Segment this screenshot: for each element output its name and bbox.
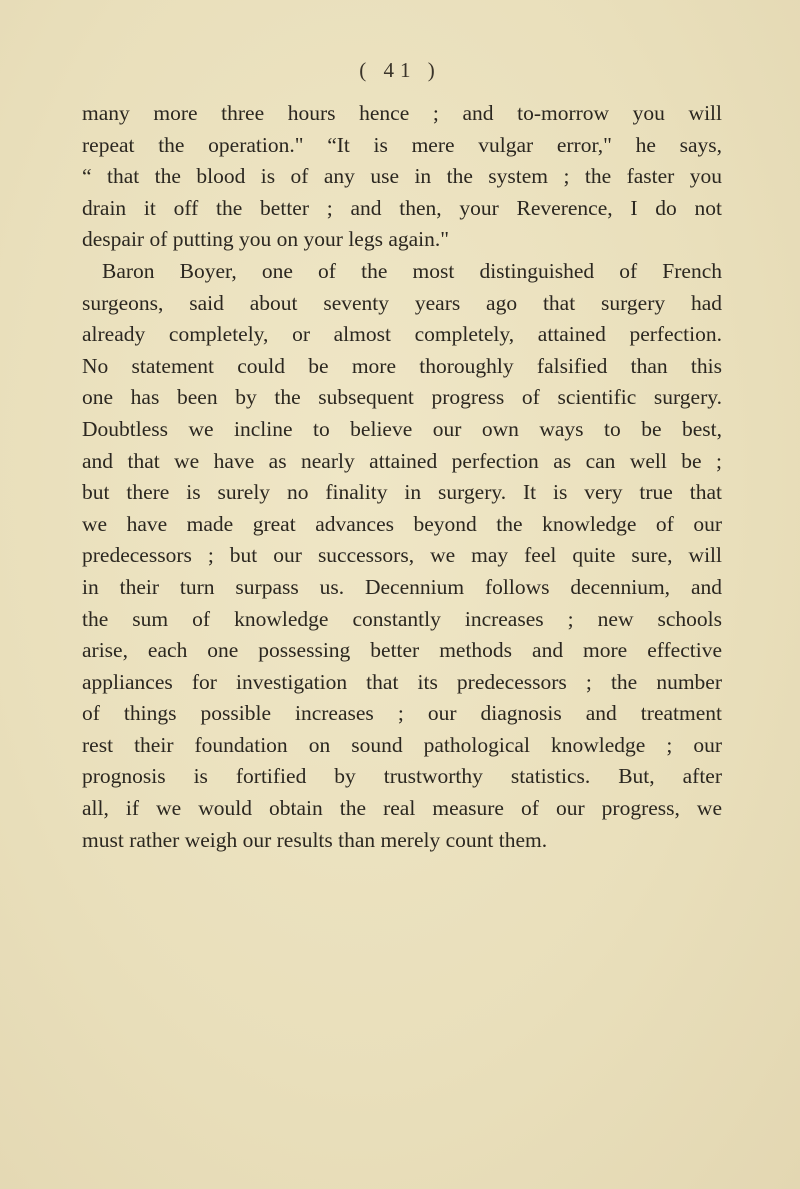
text-line: “ that the blood is of any use in the system ; the faster you [82, 164, 722, 189]
text-line: and that we have as nearly attained perfection as can well be ; [82, 448, 722, 473]
text-line: No statement could be more thoroughly falsified than this [82, 353, 722, 378]
text-line: prognosis is fortified by trustworthy statistics. But, after [82, 764, 722, 789]
page-number: ( 41 ) [359, 58, 441, 82]
text-line: of things possible increases ; our diagnosis and treatment [82, 701, 722, 726]
text-line: predecessors ; but our successors, we may feel quite sure, will [82, 543, 722, 568]
text-line: but there is surely no finality in surgery. It is very true that [82, 480, 722, 505]
text-line: arise, each one possessing better methods and more effective [82, 638, 722, 663]
text-line: Baron Boyer, one of the most distinguished of French [102, 258, 722, 283]
text-line: drain it off the better ; and then, your Reverence, I do not [82, 195, 722, 220]
text-line: already completely, or almost completely, attained perfection. [82, 322, 722, 347]
text-line: surgeons, said about seventy years ago that surgery had [82, 290, 722, 315]
text-line: despair of putting you on your legs again." [82, 227, 450, 252]
text-line: one has been by the subsequent progress of scientific surgery. [82, 385, 722, 410]
text-line: rest their foundation on sound pathological knowledge ; our [82, 732, 722, 757]
text-line: Doubtless we incline to believe our own ways to be best, [82, 416, 722, 441]
body-text [82, 98, 722, 856]
text-line: we have made great advances beyond the knowledge of our [82, 511, 722, 536]
text-line: in their turn surpass us. Decennium follows decennium, and [82, 574, 722, 599]
text-line: the sum of knowledge constantly increases ; new schools [82, 606, 722, 631]
text-line: repeat the operation." “It is mere vulgar error," he says, [82, 132, 722, 157]
text-line: many more three hours hence ; and to-morrow you will [82, 101, 722, 125]
text-line: appliances for investigation that its predecessors ; the number [82, 669, 722, 694]
text-line: must rather weigh our results than merely count them. [82, 827, 548, 852]
text-line: all, if we would obtain the real measure of our progress, we [82, 796, 722, 821]
